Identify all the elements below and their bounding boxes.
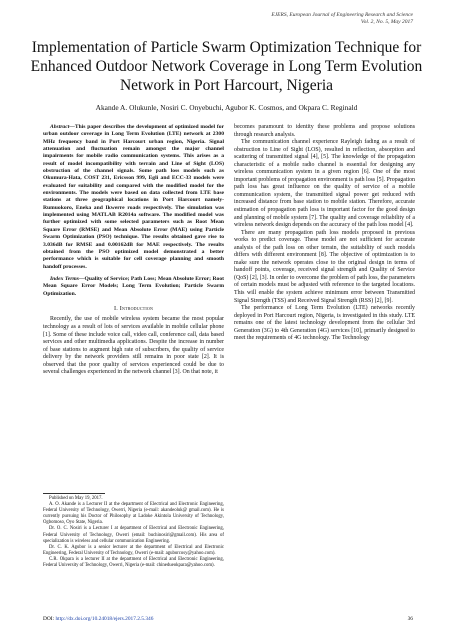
journal-header (173, 12, 413, 26)
section-number: I. (113, 304, 118, 312)
paper-title: Implementation of Particle Swarm Optimization Technique for Enhanced Outdoor Network Coverage in Long Term Evolution Network in Port Harcourt, Nigeria (30, 39, 423, 94)
doi-label: DOI: (43, 616, 55, 622)
left-column (43, 124, 224, 377)
doi-line (43, 616, 153, 622)
journal-volume: Vol. 2, No. 5, May 2017 (360, 19, 413, 25)
body-paragraph: becomes paramount to identity these problems and propose solutions through research analysis. (234, 124, 415, 138)
body-paragraph: The performance of Long Term Evolution (LTE) networks recently deployed in Port Harcourt region, Nigeria, is investigated in this study. LTE remains one of the latest technology development from the cellular 3rd Generation (3G) to 4th Generation (4G) services [10], primarily designed to meet the requirements of 4G technology. The Technology (234, 305, 415, 342)
abstract-text: This paper describes the development of optimized model for urban outdoor coverage in Long Term Evolution (LTE) network at 2300 MHz frequency band in Port Harcourt urban region, Nigeria. Signal attenuation and fluctuation remain amongst the major channel impairments for mobile radio communication systems. This arises as a result of model incompatibility with terrain and Line of Sight (LOS) obstruction of the channel signals. Some path loss models such as Okumura-Hata, COST 231, Ericsson 999, Egli and ECC-33 models were evaluated for suitability and compared with the modified model for the environments. The models were based on data collected from LTE base stations at three geographical locations in Port Harcourt namely- Rumuokoro, Eneka and Ikwerre roads respectively. The simulation was implemented using MATLAB R2014a software. The modified model was further optimized with some selected parameters such as Root Mean Square Error (RMSE) and Mean Absolute Error (MAE) using Particle Swarm Optimization (PSO) technique. The results obtained gave rise to 3.036dB for RMSE and 0.00162dB for MAE respectively. The results obtained from the PSO optimized model demonstrated a better performance which is suitable for cell coverage planning and smooth handoff processes. (43, 124, 224, 270)
abstract-label: Abstract— (50, 124, 75, 130)
journal-name: EJERS, European Journal of Engineering Research and Science (271, 12, 413, 18)
doi-link[interactable]: http://dx.doi.org/10.24018/ejers.2017.2.5.346 (55, 616, 154, 622)
index-terms-label: Index Terms— (50, 275, 85, 282)
footnote: Dr. O. C. Nosiri is a Lecturer I at department of Electrical and Electronic Engineering, Federal University of Technology, Owerri (email: buchinosiri@gmail.com). His area of specialization is wireless and cellular communication Engineering. (43, 526, 224, 544)
footnote: A. O. Akande is a Lecturer II at the department of Electrical and Electronic Engineering, Federal University of Technology, Owerri, Nigeria (e-mail: akandeoluk@ gmail.com). He is currently pursuing his Doctor of Philosophy at Ladoke Akintola University of Technology, Ogbomoso, Oyo State, Nigeria. (43, 502, 224, 526)
section-heading (43, 305, 224, 313)
body-paragraph: The communication channel experience Rayleigh fading as a result of obstruction to Line of Sight (LOS), resulted in reflection, absorption and scattering of transmitted signal [4], [5]. The knowledge of the propagation characteristic of a mobile radio channel is essential for designing any wireless communication system in a given region [6]. One of the most important problems of propagation environment is path loss [5]. Propagation path loss has great influence on the quality of service of a mobile communication system, the transmitted signal power get reduced with increased distance from base station to mobile station. Therefore, accurate estimation of propagation path loss is important factor for the good design and planning of mobile system [7]. The quality and coverage reliability of a wireless network design depends on the accuracy of the path loss model [4]. (234, 139, 415, 229)
right-column (234, 124, 415, 343)
footnote: Dr. C. K. Agubor is a senior lecturer at the department of Electrical and Electronic Engineering, Federal University of Technology, Owerri (e-mail: aguborcosy@yahoo.com). (43, 544, 224, 556)
body-paragraph: There are many propagation path loss models proposed in previous works to predict coverage. These model are not sufficient for accurate analysis of the path loss on other terrain, the suitability of such models differs with different environment [8]. The objective of optimization is to make sure the network operates close to the original design in terms of handoff points, coverage, received signal strength and Quality of Service (QoS) [2], [3]. In order to overcome the problem of path loss, the parameters of certain models must be adjusted with reference to the targeted locations. This will enable the system achieve minimum error between Transmitted Signal Strength (TSS) and Received Signal Strength (RSS) [2], [9]. (234, 229, 415, 304)
footnote: Published on May 19, 2017. (49, 496, 103, 501)
intro-paragraph: Recently, the use of mobile wireless system became the most popular technology as a result of lots of services available in mobile cellular phone [1]. Some of these include voice call, video call, conference call, data based services and other multimedia applications. Despite the increase in number of base stations to augment high rate of subscribers, the quality of service delivery by the network providers still remains in poor state [2]. It is observed that the poor quality of services experienced could be due to several challenges experienced in the network channel [3]. On that note, it (43, 316, 224, 376)
section-title: Introduction (119, 304, 154, 312)
abstract (43, 124, 224, 271)
footnote: C.R. Okpara is a lecturer II at the department of Electrical and Electronic Engineering, Federal University of Technology, Owerri, Nigeria (e-mail: chinedueokpara@yahoo.com). (43, 556, 224, 569)
index-terms (43, 276, 224, 298)
page-number: 36 (407, 616, 413, 622)
index-terms-text: Quality of Service; Path Loss; Mean Absolute Error; Root Mean Square Error Models; Long Term Evolution; Particle Swarm Optimization. (43, 275, 224, 297)
footnotes (43, 496, 224, 569)
author-list: Akande A. Olukunle, Nosiri C. Onyebuchi, Agubor K. Cosmos, and Okpara C. Reginald (95, 103, 358, 112)
footnote-divider (43, 493, 105, 494)
